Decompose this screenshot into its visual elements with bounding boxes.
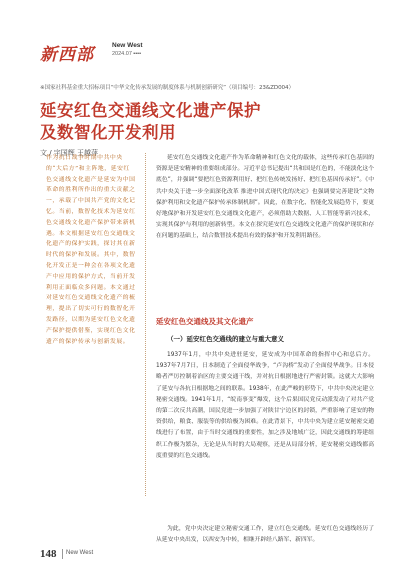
journal-logo: 新西部 xyxy=(40,45,94,65)
journal-edition: 2024.07 ▪▪▪▪ xyxy=(112,51,142,57)
column-divider xyxy=(145,153,146,496)
funding-note: ※国家社科基金重大招标项目“中华文化传承发展的制度体系与机制创新研究”（项目编号：23&ZD004） xyxy=(40,85,294,91)
article-title-line-1: 延安红色交通线文化遗产保护 xyxy=(40,101,261,120)
section-1-title: 延安红色交通线及其文化遗产 xyxy=(156,317,254,326)
subsection-1-title: （一）延安红色交通线的建立与重大意义 xyxy=(167,335,284,343)
article-authors: 文 / 宇国辉 王越萍 xyxy=(40,149,99,157)
subsection-1-heading-wrap xyxy=(156,334,374,343)
journal-english-name: New West xyxy=(112,42,143,49)
body-paragraph-2-wrap xyxy=(156,524,374,547)
article-title-line-2: 及数智化开发利用 xyxy=(40,123,176,142)
abstract-column xyxy=(46,153,136,433)
masthead xyxy=(40,40,380,65)
body-paragraph-2: 为此，党中央决定建立秘密交通工作，建立红色交通线。延安红色交通线经历了从延安中央出发，以西安为中转，相继开辟经八路军、新四军。 xyxy=(156,526,374,544)
body-intro-paragraph: 延安红色交通线文化遗产作为革命精神和红色文化的载体，这些传承红色基因的资源是延安精神的重要组成部分。习近平总书记提出“共和国是红色的，不能淡化这个底色”，并强调“要把红色资源利用好、把红色传统发扬好、把红色基因传承好”。《中共中央关于进一步全面深化改革 推进中国式现代化的决定》也强调要完善建设“文物保护利用和文化遗产保护传承体制机制”。因此，在数字化、智能化发展趋势下，要更好地保护和开发延安红色交通线文化遗产，必须借助大数据、人工智能等新兴技术，实现其保护与利用的创新转型。本文在探究延安红色交通线文化遗产的保护现状和存在问题的基础上，结合数智技术提出有效的保护和开发利用路径。 xyxy=(156,155,374,240)
section-1-heading-wrap xyxy=(156,316,374,327)
body-intro xyxy=(156,153,374,308)
abstract-text: 作为抗日战争时期中共中央的“大后方”和主阵地，延安红色交通线文化遗产是延安为中国革命的胜利所作出的重大贡献之一，承载了中国共产党的文化记忆。当前，数智化技术为延安红色交通线文化遗产保护带来新机遇。本文根据延安红色交通线文化遗产的保护实践，探讨其在新时代的保护和发展。其中，数智化开发正是一种会在各项文化遗产中应用的保护方式，当前开发利用正面临众多问题。本文通过对延安红色交通线文化遗产的梳理，提出了切实可行的数智化开发路径，以期为延安红色文化遗产保护提供借鉴，实现红色文化遗产的保护传承与创新发展。 xyxy=(46,155,136,345)
body-paragraph-1: 1937年1月，中共中央进驻延安，延安成为中国革命的指挥中心和总后方。1937年7月7日，日本制造了全面侵华战争，“卢沟桥”发动了全面侵华战争。日本侵略者严厉控制着治区的主要交通干线，并对抗日根据地进行严密封锁。这就大大影响了延安与各抗日根据地之间的联系。1938年，在此严峻的形势下，中共中央决定建立秘密交通线。1941年1月，“皖南事变”爆发，这个后果国民党反动派发动了对共产党的第二次反共高潮，国民党进一步加强了对陕甘宁边区的封锁，严重影响了延安的物资供给，粮食、服装等的供给极为困难。在此背景下，中共中央为建立延安秘密交通线进行了布置，由于当时交通线的重要性，加之涉及地域广泛，因此交通线的筹建组织工作极为繁杂，无论是从当时的大局观察，还是从局部分析，延安秘密交通线都高度重要的红色交通线。 xyxy=(156,352,374,459)
body-paragraph-1-wrap xyxy=(156,350,374,520)
footer-journal-name: New West xyxy=(66,550,94,556)
footer-divider xyxy=(62,549,63,559)
page-footer xyxy=(40,548,160,560)
page-number: 148 xyxy=(40,548,57,560)
